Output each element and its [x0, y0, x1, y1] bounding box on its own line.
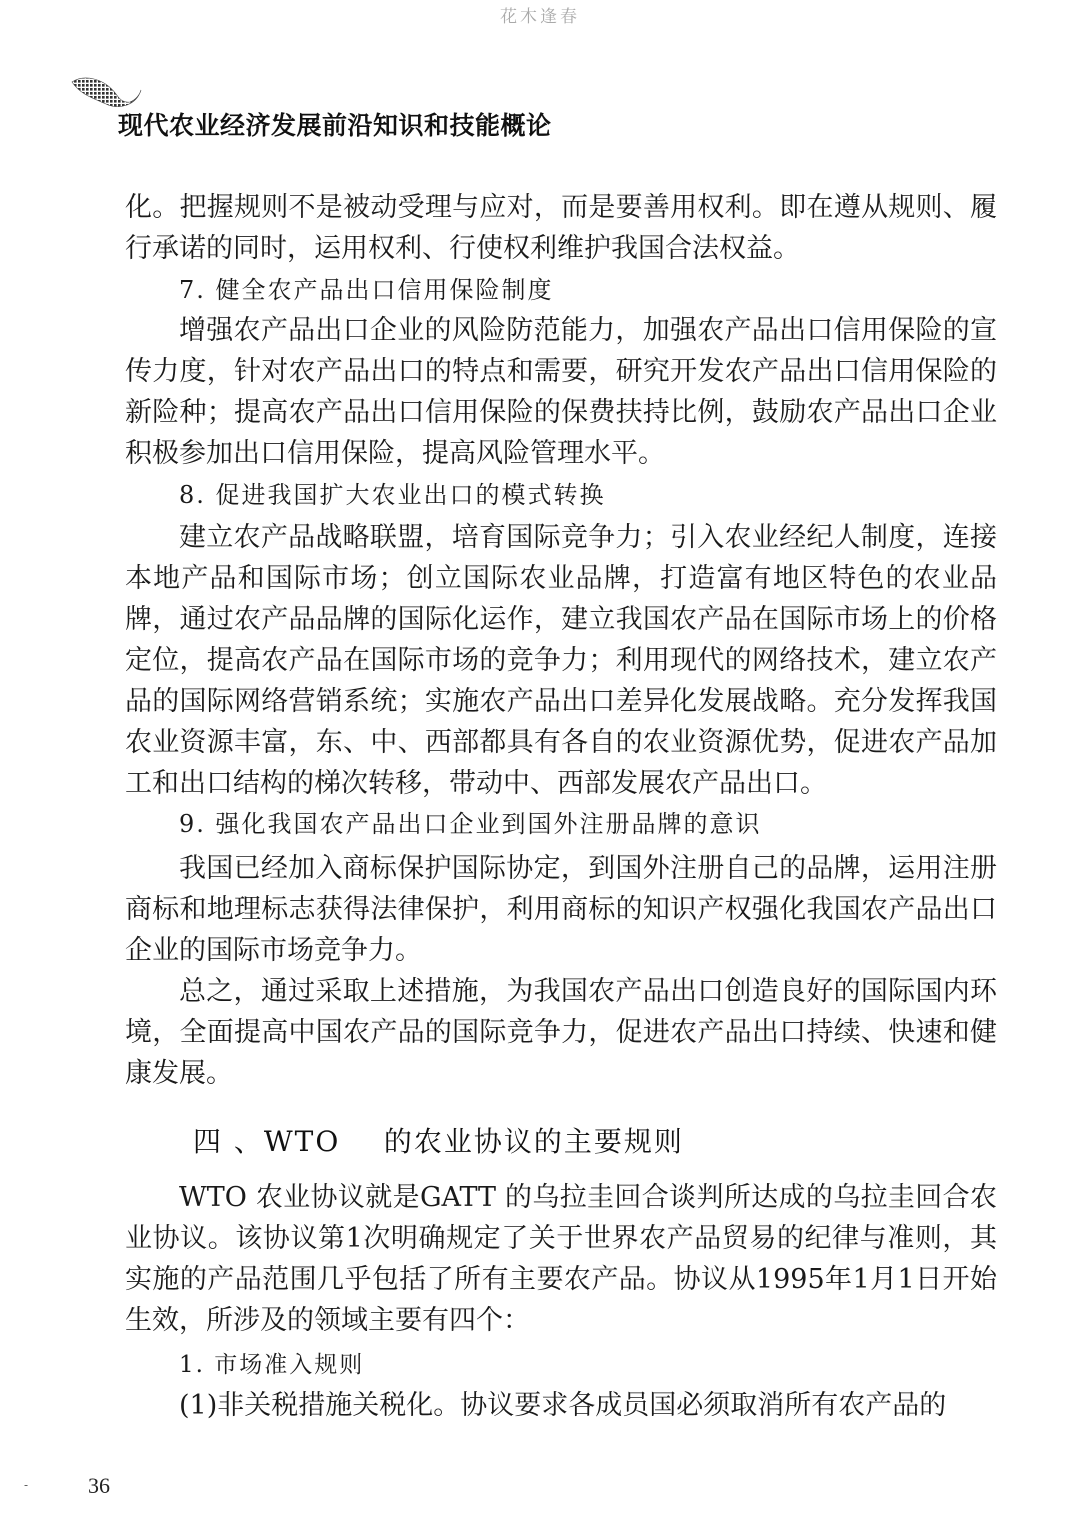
page-number: 36 — [88, 1473, 110, 1498]
heading-8: 8. 促进我国扩大农业出口的模式转换 — [179, 481, 606, 509]
paragraph-9: 我国已经加入商标保护国际协定，到国外注册自己的品牌，运用注册商标和地理标志获得法律保护，利用商标的知识产权强化我国农产品出口企业的国际市场竞争力。 — [125, 853, 997, 966]
footer-mark: - — [24, 1478, 29, 1492]
watermark: 花木逢春 — [500, 7, 580, 27]
paragraph-1-1: (1)非关税措施关税化。协议要求各成员国必须取消所有农产品的 — [179, 1390, 947, 1421]
paragraph-8: 建立农产品战略联盟，培育国际竞争力；引入农业经纪人制度，连接本地产品和国际市场；创立国际农业品牌，打造富有地区特色的农业品牌，通过农产品品牌的国际化运作，建立我国农产品在国际市场上的价格定位，提高农产品在国际市场的竞争力；利用现代的网络技术，建立农产品的国际网络营销系统；实施农产品出口差异化发展战略。充分发挥我国农业资源丰富，东、中、西部都具有各自的农业资源优势，促进农产品加工和出口结构的梯次转移，带动中、西部发展农产品出口。 — [125, 522, 997, 799]
book-title: 现代农业经济发展前沿知识和技能概论 — [118, 111, 552, 140]
heading-7: 7. 健全农产品出口信用保险制度 — [179, 276, 554, 304]
sub-heading-1: 1. 市场准入规则 — [179, 1352, 365, 1378]
paragraph-7: 增强农产品出口企业的风险防范能力，加强农产品出口信用保险的宣传力度，针对农产品出口的特点和需要，研究开发农产品出口信用保险的新险种；提高农产品出口信用保险的保费扶持比例，鼓励农产品出口企业积极参加出口信用保险，提高风险管理水平。 — [125, 315, 997, 469]
paragraph-summary: 总之，通过采取上述措施，为我国农产品出口创造良好的国际国内环境，全面提高中国农产品的国际竞争力，促进农产品出口持续、快速和健康发展。 — [125, 976, 997, 1089]
paragraph-wto: WTO 农业协议就是GATT 的乌拉圭回合谈判所达成的乌拉圭回合农业协议。该协议第1次明确规定了关于世界农产品贸易的纪律与准则，其实施的产品范围几乎包括了所有主要农产品。协议从1995年1月1日开始生效，所涉及的领域主要有四个： — [125, 1182, 997, 1336]
heading-9: 9. 强化我国农产品出口企业到国外注册品牌的意识 — [179, 810, 762, 838]
paragraph-continued: 化。把握规则不是被动受理与应对，而是要善用权利。即在遵从规则、履行承诺的同时，运用权利、行使权利维护我国合法权益。 — [125, 192, 997, 264]
section-heading: 四 、WTO 的农业协议的主要规则 — [193, 1125, 684, 1158]
